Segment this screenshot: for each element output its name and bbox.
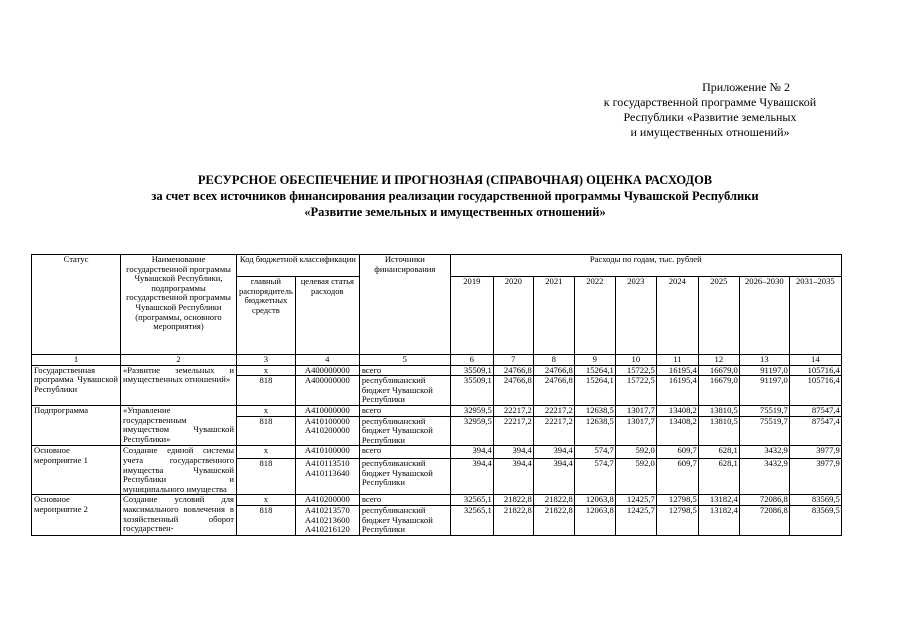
- row-status: Подпрограмма: [32, 405, 121, 445]
- cell-value: 22217,2: [533, 405, 574, 416]
- cell-value: 592,0: [615, 459, 656, 495]
- cell-value: 394,4: [533, 459, 574, 495]
- column-number: 3: [237, 355, 296, 366]
- header-year: 2022: [574, 277, 615, 355]
- cell-value: 72086,8: [739, 495, 789, 506]
- title-line: РЕСУРСНОЕ ОБЕСПЕЧЕНИЕ И ПРОГНОЗНАЯ (СПРАВОЧНАЯ) ОЦЕНКА РАСХОДОВ: [197, 173, 713, 187]
- cell-value: 22217,2: [493, 405, 533, 416]
- column-number: 4: [295, 355, 359, 366]
- cell-value: 13182,4: [698, 495, 739, 506]
- cell-csr: А410113510 А410113640: [295, 459, 359, 495]
- cell-value: 13017,7: [615, 416, 656, 446]
- column-number: 6: [450, 355, 493, 366]
- cell-value: 574,7: [574, 446, 615, 459]
- cell-value: 12798,5: [656, 495, 698, 506]
- cell-value: 21822,8: [493, 505, 533, 535]
- cell-value: 24766,8: [493, 365, 533, 376]
- cell-value: 83569,5: [789, 505, 841, 535]
- document-title: [60, 172, 850, 220]
- cell-value: 12425,7: [615, 495, 656, 506]
- header-code-main: главный распорядитель бюджетных средств: [237, 277, 296, 355]
- cell-value: 15722,5: [615, 376, 656, 406]
- column-number: 1: [32, 355, 121, 366]
- cell-csr: А410200000: [295, 495, 359, 506]
- header-year: 2019: [450, 277, 493, 355]
- cell-csr: А400000000: [295, 376, 359, 406]
- cell-value: 13408,2: [656, 405, 698, 416]
- cell-value: 22217,2: [533, 416, 574, 446]
- cell-value: 91197,0: [739, 376, 789, 406]
- cell-value: 32959,5: [450, 405, 493, 416]
- cell-value: 12638,5: [574, 416, 615, 446]
- cell-value: 13182,4: [698, 505, 739, 535]
- cell-value: 22217,2: [493, 416, 533, 446]
- appendix-line: к государственной программе Чувашской: [603, 95, 817, 109]
- header-name: Наименование государственной программы Чувашской Республики, подпрограммы государственной программы Чувашской Республики (программы, основного мероприятия): [121, 255, 237, 355]
- appendix-line: и имущественных отношений»: [630, 125, 790, 139]
- cell-value: 16195,4: [656, 365, 698, 376]
- cell-value: 16679,0: [698, 365, 739, 376]
- cell-value: 3432,9: [739, 459, 789, 495]
- row-name: «Управление государственным имуществом Чувашской Республики»: [121, 405, 237, 445]
- column-number: 2: [121, 355, 237, 366]
- cell-value: 574,7: [574, 459, 615, 495]
- cell-value: 394,4: [493, 446, 533, 459]
- cell-value: 3432,9: [739, 446, 789, 459]
- table-row: [32, 365, 842, 376]
- cell-source: республиканский бюджет Чувашской Республики: [359, 459, 450, 495]
- cell-value: 87547,4: [789, 405, 841, 416]
- cell-value: 83569,5: [789, 495, 841, 506]
- cell-value: 628,1: [698, 446, 739, 459]
- header-year: 2021: [533, 277, 574, 355]
- cell-value: 24766,8: [533, 376, 574, 406]
- row-status: Основное мероприятие 2: [32, 495, 121, 535]
- header-sources: Источники финансирования: [359, 255, 450, 355]
- cell-value: 12798,5: [656, 505, 698, 535]
- cell-value: 21822,8: [533, 495, 574, 506]
- cell-value: 35509,1: [450, 376, 493, 406]
- header-code-target: целевая статья расходов: [295, 277, 359, 355]
- cell-value: 609,7: [656, 446, 698, 459]
- cell-value: 32565,1: [450, 495, 493, 506]
- row-status: Основное мероприятие 1: [32, 446, 121, 495]
- cell-value: 21822,8: [493, 495, 533, 506]
- column-number: 14: [789, 355, 841, 366]
- cell-value: 35509,1: [450, 365, 493, 376]
- column-number: 5: [359, 355, 450, 366]
- header-year: 2024: [656, 277, 698, 355]
- table-row: [32, 405, 842, 416]
- cell-value: 24766,8: [493, 376, 533, 406]
- cell-source: республиканский бюджет Чувашской Республики: [359, 505, 450, 535]
- row-name: «Развитие земельных и имущественных отношений»: [121, 365, 237, 405]
- column-number: 12: [698, 355, 739, 366]
- table-row: [32, 446, 842, 459]
- cell-value: 91197,0: [739, 365, 789, 376]
- column-number: 9: [574, 355, 615, 366]
- header-status: Статус: [32, 255, 121, 355]
- cell-source: всего: [359, 495, 450, 506]
- cell-source: республиканский бюджет Чувашской Республики: [359, 376, 450, 406]
- cell-value: 72086,8: [739, 505, 789, 535]
- title-line: «Развитие земельных и имущественных отношений»: [304, 205, 606, 219]
- cell-grbs: х: [237, 495, 296, 506]
- resources-table: [31, 254, 842, 536]
- column-number: 11: [656, 355, 698, 366]
- cell-value: 3977,9: [789, 459, 841, 495]
- title-line: за счет всех источников финансирования реализации государственной программы Чувашской Республики: [151, 189, 759, 203]
- cell-value: 394,4: [450, 459, 493, 495]
- header-year: 2020: [493, 277, 533, 355]
- header-expenses: Расходы по годам, тыс. рублей: [450, 255, 841, 277]
- cell-value: 592,0: [615, 446, 656, 459]
- cell-csr: А410100000 А410200000: [295, 416, 359, 446]
- cell-value: 32959,5: [450, 416, 493, 446]
- column-number: 8: [533, 355, 574, 366]
- row-name: Создание условий для максимального вовлечения в хозяйственный оборот государствен-: [121, 495, 237, 535]
- cell-grbs: 818: [237, 416, 296, 446]
- appendix-line: Приложение № 2: [702, 80, 790, 94]
- cell-csr: А410213570 А410213600 А410216120: [295, 505, 359, 535]
- cell-value: 394,4: [533, 446, 574, 459]
- column-number: 13: [739, 355, 789, 366]
- cell-value: 394,4: [493, 459, 533, 495]
- header-year: 2026–2030: [739, 277, 789, 355]
- header-code: Код бюджетной классификации: [237, 255, 360, 277]
- cell-value: 13810,5: [698, 416, 739, 446]
- cell-grbs: х: [237, 446, 296, 459]
- cell-value: 12425,7: [615, 505, 656, 535]
- cell-csr: А400000000: [295, 365, 359, 376]
- cell-value: 609,7: [656, 459, 698, 495]
- cell-grbs: х: [237, 365, 296, 376]
- cell-grbs: 818: [237, 376, 296, 406]
- cell-value: 13810,5: [698, 405, 739, 416]
- cell-value: 12063,8: [574, 505, 615, 535]
- cell-csr: А410000000: [295, 405, 359, 416]
- cell-value: 105716,4: [789, 376, 841, 406]
- cell-value: 16679,0: [698, 376, 739, 406]
- cell-value: 105716,4: [789, 365, 841, 376]
- cell-grbs: х: [237, 405, 296, 416]
- cell-value: 15722,5: [615, 365, 656, 376]
- cell-value: 87547,4: [789, 416, 841, 446]
- cell-value: 75519,7: [739, 416, 789, 446]
- cell-value: 15264,1: [574, 365, 615, 376]
- cell-grbs: 818: [237, 505, 296, 535]
- header-year: 2023: [615, 277, 656, 355]
- column-numbers-row: [32, 355, 842, 366]
- cell-source: всего: [359, 365, 450, 376]
- header-year: 2025: [698, 277, 739, 355]
- appendix-line: Республики «Развитие земельных: [623, 110, 797, 124]
- cell-value: 16195,4: [656, 376, 698, 406]
- row-name: Создание единой системы учета государственного имущества Чувашской Республики и муниципального имущества: [121, 446, 237, 495]
- cell-source: всего: [359, 446, 450, 459]
- cell-value: 3977,9: [789, 446, 841, 459]
- cell-value: 13408,2: [656, 416, 698, 446]
- appendix-heading: [570, 80, 850, 140]
- cell-value: 15264,1: [574, 376, 615, 406]
- cell-value: 12638,5: [574, 405, 615, 416]
- cell-source: всего: [359, 405, 450, 416]
- cell-value: 12063,8: [574, 495, 615, 506]
- row-status: Государственная программа Чувашской Республики: [32, 365, 121, 405]
- cell-value: 75519,7: [739, 405, 789, 416]
- cell-source: республиканский бюджет Чувашской Республики: [359, 416, 450, 446]
- column-number: 10: [615, 355, 656, 366]
- header-year: 2031–2035: [789, 277, 841, 355]
- column-number: 7: [493, 355, 533, 366]
- cell-value: 13017,7: [615, 405, 656, 416]
- cell-value: 32565,1: [450, 505, 493, 535]
- cell-value: 628,1: [698, 459, 739, 495]
- cell-csr: А410100000: [295, 446, 359, 459]
- table-row: [32, 495, 842, 506]
- cell-value: 24766,8: [533, 365, 574, 376]
- cell-value: 394,4: [450, 446, 493, 459]
- cell-value: 21822,8: [533, 505, 574, 535]
- cell-grbs: 818: [237, 459, 296, 495]
